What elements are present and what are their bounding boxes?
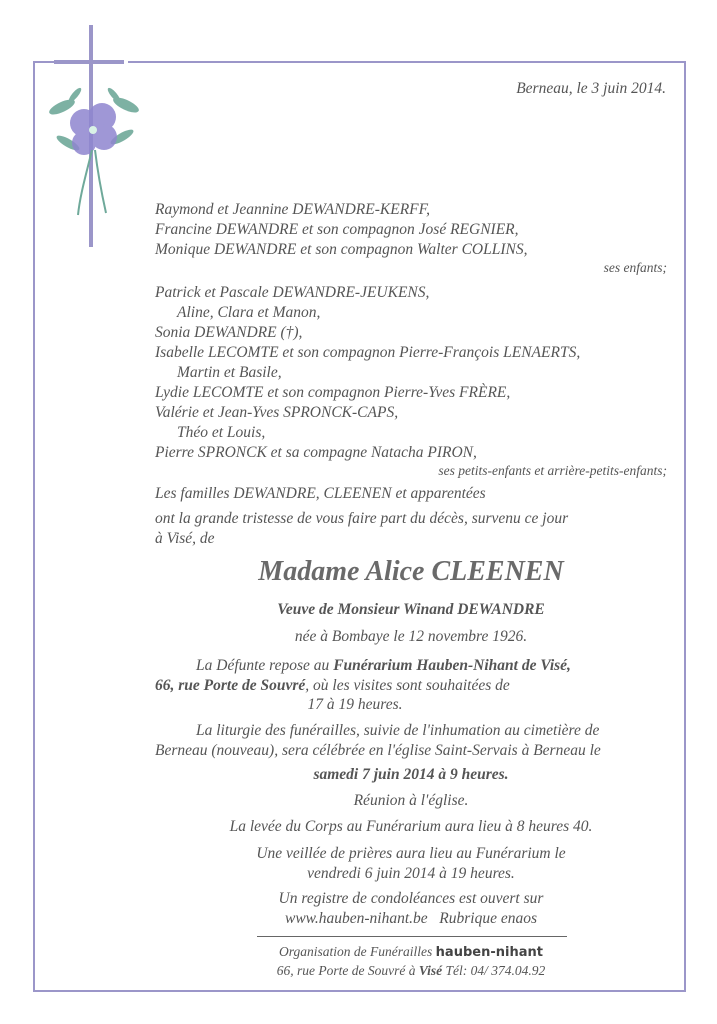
birth-info: née à Bombaye le 12 novembre 1926.: [294, 628, 528, 645]
vigil-line: Une veillée de prières aura lieu au Funérarium le: [256, 845, 566, 862]
register-line: [155, 909, 667, 929]
children-role: ses enfants;: [603, 260, 667, 275]
list-item: Martin et Basile,: [177, 364, 282, 381]
rest-lead: La Défunte repose au: [196, 657, 334, 674]
register-website-link[interactable]: www.hauben-nihant.be: [284, 910, 428, 927]
footer-divider: [257, 936, 567, 937]
footer-city: Visé: [418, 963, 443, 978]
funeral-home-address: 66, rue Porte de Souvré: [155, 677, 306, 694]
brand-logo: hauben-nihant: [435, 945, 543, 960]
condolence-register: [155, 889, 667, 929]
list-item: Monique DEWANDRE et son compagnon Walter COLLINS,: [155, 241, 528, 258]
register-section: Rubrique enaos: [439, 910, 537, 927]
funeral-home: Funérarium Hauben-Nihant de Visé,: [333, 657, 571, 674]
liturgy-line-2: Berneau (nouveau), sera célébrée en l'église Saint-Servais à Berneau le: [155, 742, 601, 759]
date-location: Berneau, le 3 juin 2014.: [516, 80, 666, 97]
families-line: Les familles DEWANDRE, CLEENEN et apparentées: [155, 485, 486, 502]
liturgy-line-1: La liturgie des funérailles, suivie de l'inhumation au cimetière de: [196, 722, 600, 739]
vigil-info: [155, 844, 667, 884]
list-item: Pierre SPRONCK et sa compagne Natacha PIRON,: [155, 444, 477, 461]
footer-address: 66, rue Porte de Souvré à: [276, 963, 419, 978]
footer: [155, 943, 667, 980]
list-item: Aline, Clara et Manon,: [177, 304, 321, 321]
children-list: [155, 200, 667, 276]
list-item: Raymond et Jeannine DEWANDRE-KERFF,: [155, 201, 430, 218]
visits-text: , où les visites sont souhaitées de: [305, 677, 510, 694]
list-item: Isabelle LECOMTE et son compagnon Pierre-François LENAERTS,: [155, 344, 581, 361]
list-item: Sonia DEWANDRE (†),: [155, 324, 303, 341]
grandchildren-role: ses petits-enfants et arrière-petits-enfants;: [438, 463, 667, 478]
meeting-place: Réunion à l'église.: [353, 792, 469, 809]
widow-of: Veuve de Monsieur Winand DEWANDRE: [277, 601, 545, 618]
funeral-datetime: samedi 7 juin 2014 à 9 heures.: [313, 766, 509, 783]
footer-org-line: [155, 943, 667, 962]
list-item: Valérie et Jean-Yves SPRONCK-CAPS,: [155, 404, 399, 421]
list-item: Francine DEWANDRE et son compagnon José REGNIER,: [155, 221, 519, 238]
cross-with-flower-icon: [40, 25, 150, 250]
footer-phone: Tél: 04/ 374.04.92: [442, 963, 546, 978]
list-item: Patrick et Pascale DEWANDRE-JEUKENS,: [155, 284, 430, 301]
deceased-name: Madame Alice CLEENEN: [258, 556, 564, 587]
footer-org: Organisation de Funérailles: [279, 944, 436, 959]
visit-hours: 17 à 19 heures.: [307, 696, 403, 713]
rest-line-2: [155, 676, 510, 696]
rest-line-1: [196, 656, 571, 676]
grandchildren-list: [155, 283, 667, 479]
list-item: Lydie LECOMTE et son compagnon Pierre-Yves FRÈRE,: [155, 384, 511, 401]
footer-address-line: [155, 962, 667, 980]
vigil-line: vendredi 6 juin 2014 à 19 heures.: [307, 865, 515, 882]
announcement-line: ont la grande tristesse de vous faire part du décès, survenu ce jour: [155, 510, 569, 527]
announcement-line: à Visé, de: [155, 530, 215, 547]
levee-info: La levée du Corps au Funérarium aura lieu à 8 heures 40.: [229, 818, 593, 835]
list-item: Théo et Louis,: [177, 424, 266, 441]
announcement: [155, 509, 667, 549]
register-line: Un registre de condoléances est ouvert sur: [278, 890, 544, 907]
